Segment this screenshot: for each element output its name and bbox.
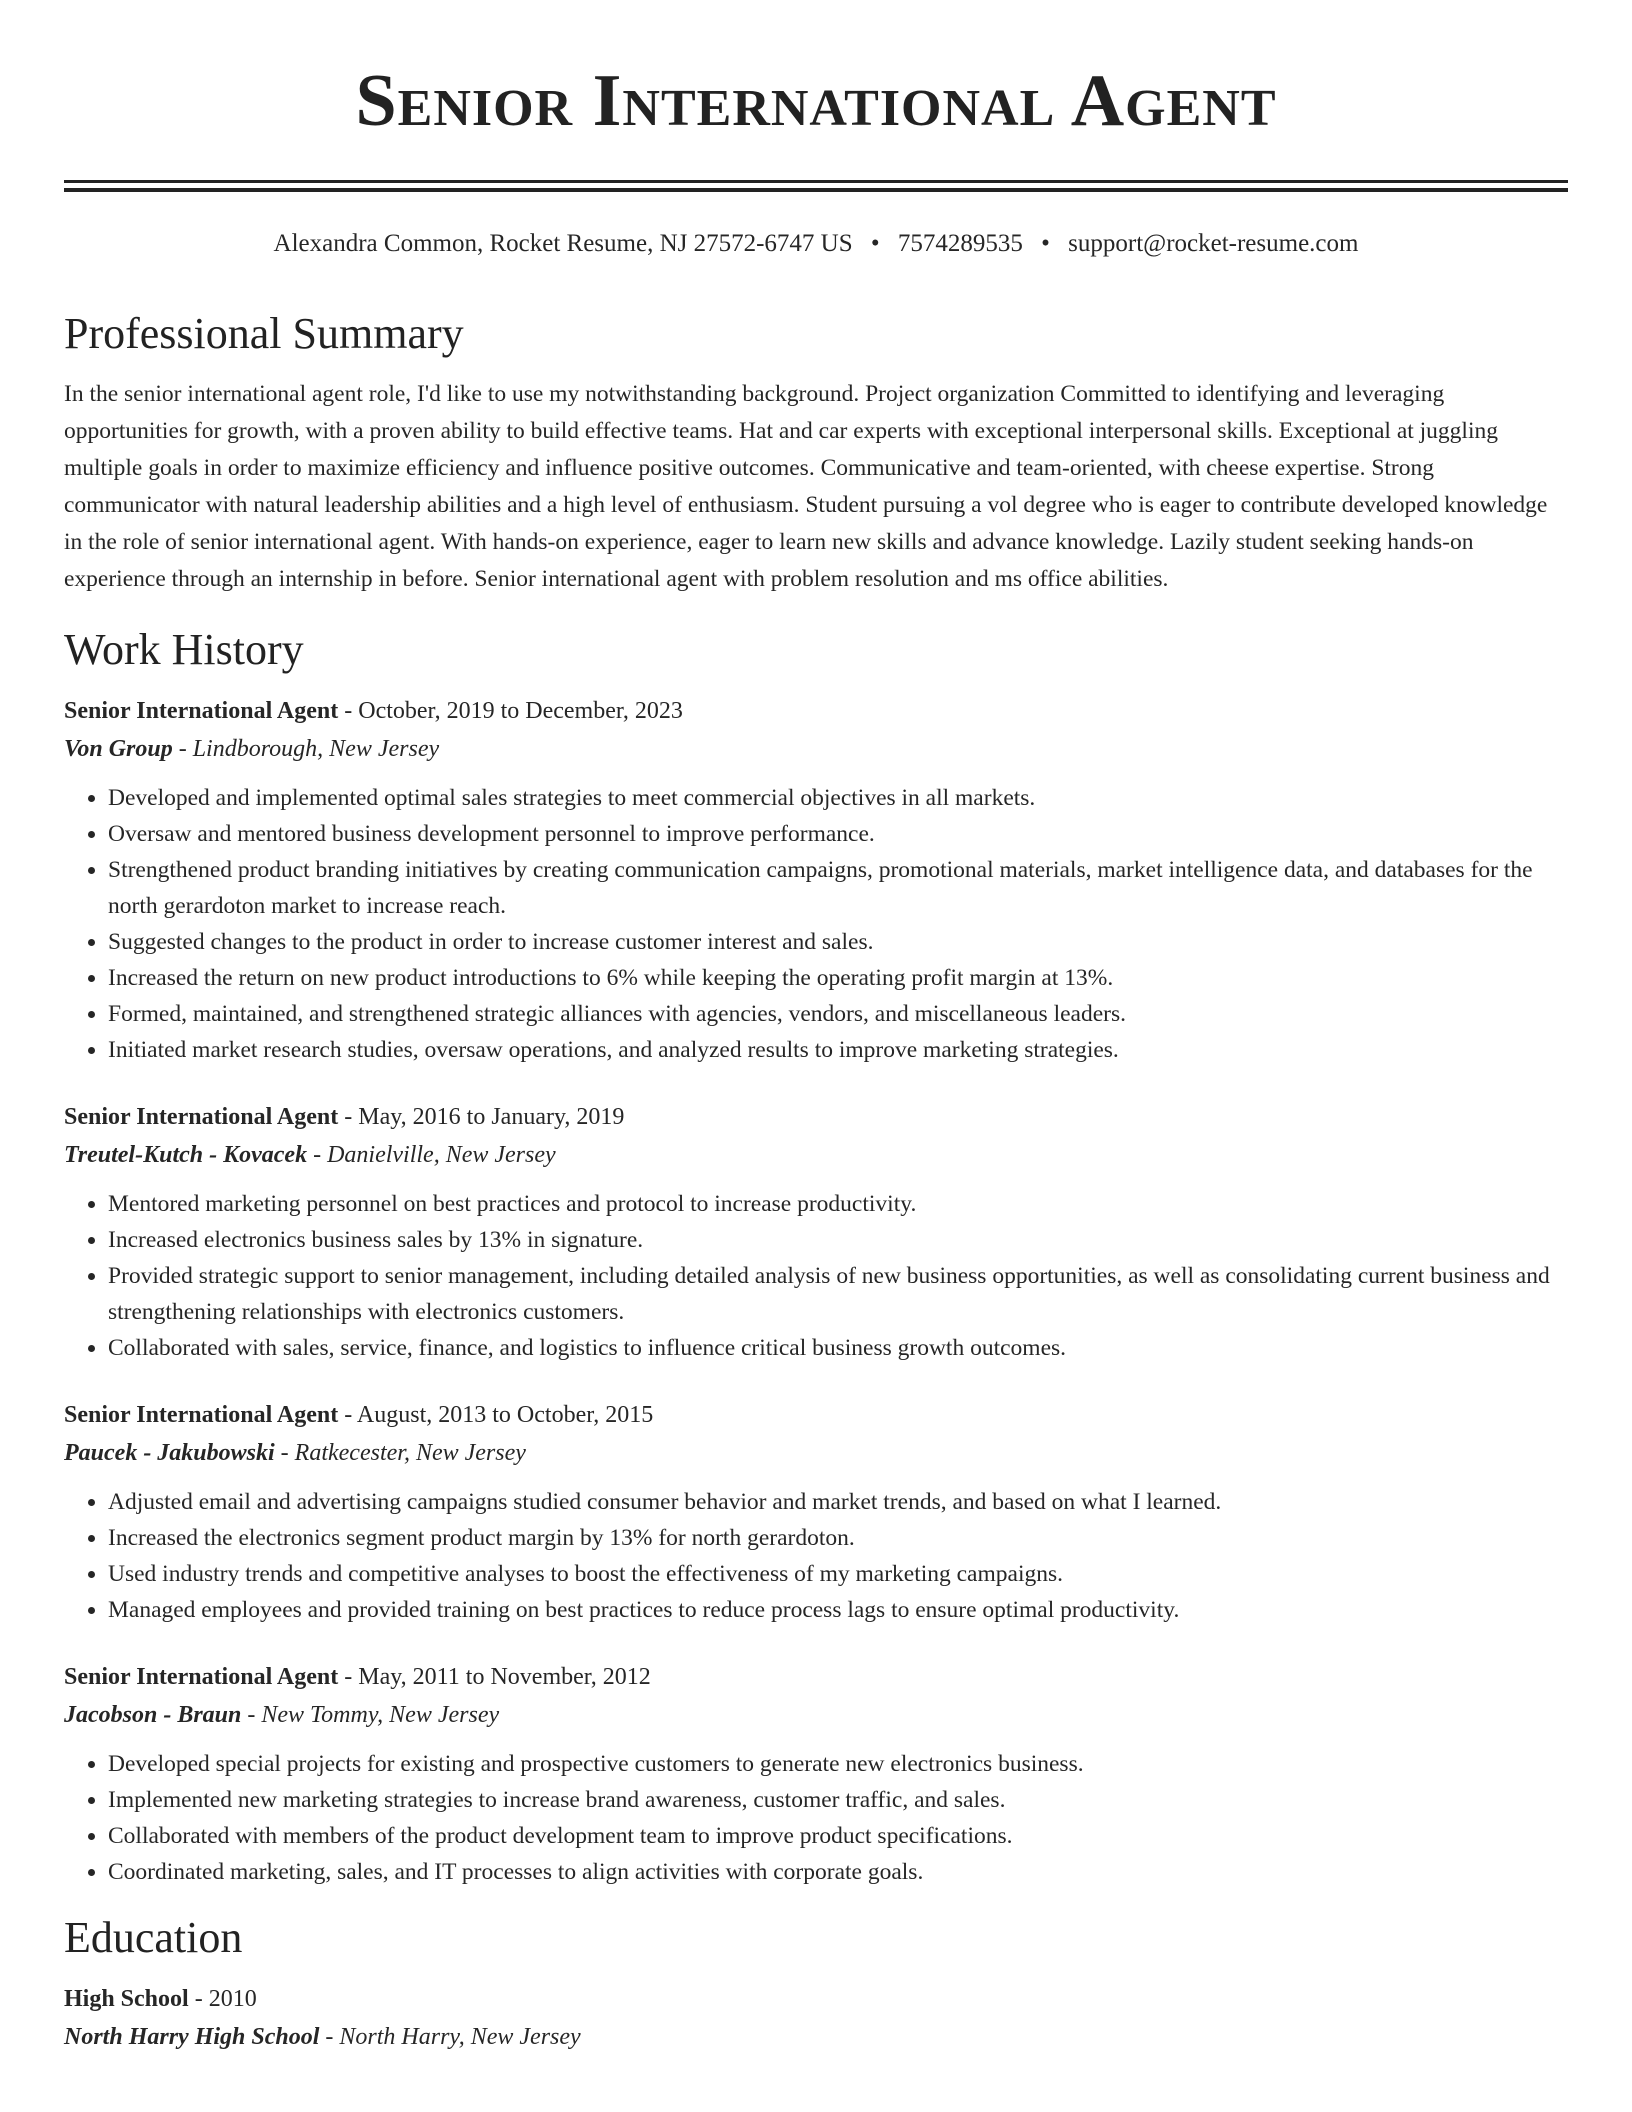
resume-title: Senior International Agent [355, 60, 1277, 142]
contact-line [64, 226, 1568, 262]
summary-text: In the senior international agent role, I'd like to use my notwithstanding background. Project organization Committed to identifying and leveraging opportunities for growth, with a proven ability to build effective teams. Hat and car experts with exceptional interpersonal skills. Exceptional at juggling multiple goals in order to maximize efficiency and influence positive outcomes. Communicative and team-oriented, with cheese expertise. Strong communicator with natural leadership abilities and a high level of enthusiasm. Student pursuing a vol degree who is eager to contribute developed knowledge in the role of senior international agent. With hands-on experience, eager to learn new skills and advance knowledge. Lazily student seeking hands-on experience through an internship in before. Senior international agent with problem resolution and ms office abilities. [64, 381, 1548, 592]
list-item: • Provided strategic support to senior management, including detailed analysis of new business opportunities, as well as consolidating current business and strengthening relationships with electronics customers. [108, 1258, 1568, 1330]
job-employer [64, 730, 1568, 768]
job-bullets [64, 1484, 1568, 1628]
education-header [64, 1980, 1568, 2018]
job-role: Senior International Agent [64, 1402, 339, 1428]
job-header [64, 1098, 1568, 1136]
job-dates: - May, 2016 to January, 2019 [338, 1104, 625, 1130]
job-company: Paucek - Jakubowski [64, 1440, 275, 1466]
list-item: • Initiated market research studies, oversaw operations, and analyzed results to improve marketing strategies. [108, 1032, 1568, 1068]
list-item: • Coordinated marketing, sales, and IT processes to align activities with corporate goals. [108, 1854, 1568, 1890]
title-divider [64, 180, 1568, 192]
education-school-line [64, 2018, 1568, 2056]
contact-separator: • [1041, 230, 1050, 257]
job-location: - Lindborough, New Jersey [172, 736, 440, 762]
job-location: - New Tommy, New Jersey [241, 1702, 500, 1728]
contact-email: support@rocket-resume.com [1068, 230, 1359, 257]
summary-heading: Professional Summary [64, 309, 464, 358]
education-year: - 2010 [188, 1986, 257, 2012]
list-item: • Increased the return on new product introductions to 6% while keeping the operating profit margin at 13%. [108, 960, 1568, 996]
job-entry [64, 1658, 1568, 1890]
list-item: • Oversaw and mentored business development personnel to improve performance. [108, 816, 1568, 852]
job-bullets [64, 1746, 1568, 1890]
job-role: Senior International Agent [64, 698, 339, 724]
job-company: Von Group [64, 736, 173, 762]
list-item: • Collaborated with sales, service, finance, and logistics to influence critical business growth outcomes. [108, 1330, 1568, 1366]
job-employer [64, 1136, 1568, 1174]
list-item: • Formed, maintained, and strengthened strategic alliances with agencies, vendors, and miscellaneous leaders. [108, 996, 1568, 1032]
job-dates: - October, 2019 to December, 2023 [338, 698, 683, 724]
job-header [64, 692, 1568, 730]
job-company: Treutel-Kutch - Kovacek [64, 1142, 308, 1168]
list-item: • Adjusted email and advertising campaigns studied consumer behavior and market trends, and based on what I learned. [108, 1484, 1568, 1520]
job-bullets [64, 780, 1568, 1068]
job-bullets [64, 1186, 1568, 1366]
list-item: • Developed and implemented optimal sales strategies to meet commercial objectives in all markets. [108, 780, 1568, 816]
list-item: • Suggested changes to the product in order to increase customer interest and sales. [108, 924, 1568, 960]
contact-address: Alexandra Common, Rocket Resume, NJ 27572-6747 US [273, 230, 853, 257]
education-degree: High School [64, 1986, 189, 2012]
job-employer [64, 1696, 1568, 1734]
education-school: North Harry High School [64, 2024, 320, 2050]
list-item: • Managed employees and provided training on best practices to reduce process lags to ensure optimal productivity. [108, 1592, 1568, 1628]
job-location: - Danielville, New Jersey [307, 1142, 556, 1168]
job-entry [64, 1396, 1568, 1628]
list-item: • Implemented new marketing strategies to increase brand awareness, customer traffic, and sales. [108, 1782, 1568, 1818]
job-employer [64, 1434, 1568, 1472]
list-item: • Used industry trends and competitive analyses to boost the effectiveness of my marketing campaigns. [108, 1556, 1568, 1592]
list-item: • Increased the electronics segment product margin by 13% for north gerardoton. [108, 1520, 1568, 1556]
job-dates: - August, 2013 to October, 2015 [338, 1402, 654, 1428]
job-role: Senior International Agent [64, 1664, 339, 1690]
list-item: • Collaborated with members of the product development team to improve product specifications. [108, 1818, 1568, 1854]
job-company: Jacobson - Braun [64, 1702, 242, 1728]
list-item: • Increased electronics business sales by 13% in signature. [108, 1222, 1568, 1258]
work-history-heading: Work History [64, 625, 304, 674]
education-entry [64, 1980, 1568, 2056]
list-item: • Strengthened product branding initiatives by creating communication campaigns, promotional materials, market intelligence data, and databases for the north gerardoton market to increase reach. [108, 852, 1568, 924]
contact-phone: 7574289535 [897, 230, 1023, 257]
job-header [64, 1658, 1568, 1696]
job-entry [64, 692, 1568, 1068]
job-location: - Ratkecester, New Jersey [274, 1440, 526, 1466]
list-item: • Mentored marketing personnel on best practices and protocol to increase productivity. [108, 1186, 1568, 1222]
job-header [64, 1396, 1568, 1434]
education-heading: Education [64, 1913, 243, 1962]
job-dates: - May, 2011 to November, 2012 [338, 1664, 651, 1690]
job-entry [64, 1098, 1568, 1366]
job-role: Senior International Agent [64, 1104, 339, 1130]
education-location: - North Harry, New Jersey [319, 2024, 581, 2050]
list-item: • Developed special projects for existing and prospective customers to generate new electronics business. [108, 1746, 1568, 1782]
contact-separator: • [870, 230, 880, 257]
